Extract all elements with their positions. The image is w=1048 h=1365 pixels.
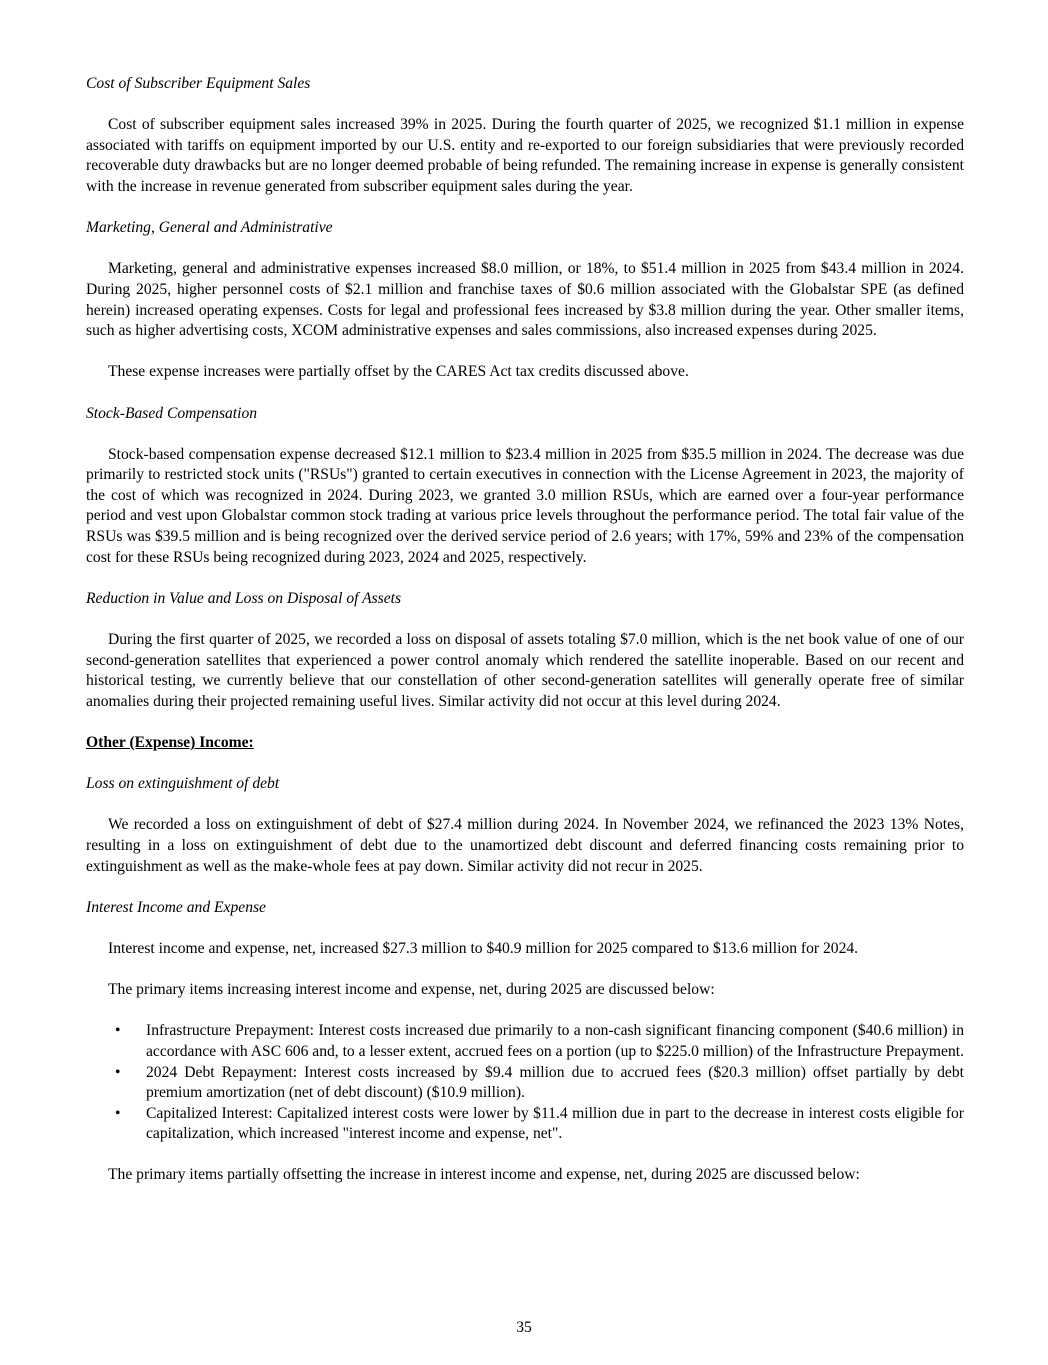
list-item-text: 2024 Debt Repayment: Interest costs increased by $9.4 million due to accrued fees ($20.3 million) offset partially by debt premium amortization (net of debt discount) ($10.9 million). [146, 1063, 964, 1102]
section-heading-interest: Interest Income and Expense [86, 898, 266, 916]
list-item [86, 1063, 964, 1104]
bullet-icon: • [115, 1104, 121, 1122]
paragraph-marketing-1: Marketing, general and administrative expenses increased $8.0 million, or 18%, to $51.4 million in 2025 from $43.4 million in 2024. During 2025, higher personnel costs of $2.1 million and franchise taxes of $0.6 million associated with the Globalstar SPE (as defined herein) increased operating expenses. Costs for legal and professional fees increased by $3.8 million during the year. Other smaller items, such as higher advertising costs, XCOM administrative expenses and sales commissions, also increased expenses during 2025. [86, 260, 964, 340]
section-heading-marketing: Marketing, General and Administrative [86, 219, 333, 237]
paragraph-extinguishment: We recorded a loss on extinguishment of debt of $27.4 million during 2024. In November 2024, we refinanced the 2023 13% Notes, resulting in a loss on extinguishment of debt due to the unamortized debt discount and deferred financing costs remaining prior to extinguishment as well as the make-whole fees at pay down. Similar activity did not recur in 2025. [86, 816, 964, 875]
paragraph-interest-1: Interest income and expense, net, increased $27.3 million to $40.9 million for 2025 compared to $13.6 million for 2024. [108, 939, 859, 957]
list-item-text: Infrastructure Prepayment: Interest costs increased due primarily to a non-cash significant financing component ($40.6 million) in accordance with ASC 606 and, to a lesser extent, accrued fees on a portion (up to $225.0 million) of the Infrastructure Prepayment. [146, 1022, 964, 1060]
paragraph-marketing-2: These expense increases were partially offset by the CARES Act tax credits discussed above. [108, 363, 689, 381]
paragraph-cost-subscriber: Cost of subscriber equipment sales increased 39% in 2025. During the fourth quarter of 2025, we recognized $1.1 million in expense associated with tariffs on equipment imported by our U.S. entity and re-exported to our foreign subsidiaries that were previously recorded recoverable duty drawbacks but are no longer deemed probable of being refunded. The remaining increase in expense is generally consistent with the increase in revenue generated from subscriber equipment sales during the year. [86, 116, 964, 195]
bullet-icon: • [115, 1063, 121, 1081]
document-page [86, 74, 964, 1207]
bullet-icon: • [115, 1022, 121, 1040]
list-item [86, 1021, 964, 1062]
paragraph-interest-2: The primary items increasing interest income and expense, net, during 2025 are discussed below: [108, 981, 715, 999]
paragraph-interest-3: The primary items partially offsetting the increase in interest income and expense, net, during 2025 are discussed below: [108, 1166, 860, 1184]
section-heading-extinguishment: Loss on extinguishment of debt [86, 775, 280, 793]
paragraph-stock-comp: Stock-based compensation expense decreased $12.1 million to $23.4 million in 2025 from $35.5 million in 2024. The decrease was due primarily to restricted stock units ("RSUs") granted to certain executives in connection with the License Agreement in 2023, the majority of the cost of which was recognized in 2024. During 2023, we granted 3.0 million RSUs, which are earned over a four-year performance period and vest upon Globalstar common stock trading at various price levels throughout the performance period. The total fair value of the RSUs was $39.5 million and is being recognized over the derived service period of 2.6 years; with 17%, 59% and 23% of the compensation cost for these RSUs being recognized during 2023, 2024 and 2025, respectively. [86, 445, 964, 566]
list-item-text: Capitalized Interest: Capitalized interest costs were lower by $11.4 million due in part to the decrease in interest costs eligible for capitalization, which increased "interest income and expense, net". [146, 1104, 964, 1143]
section-heading-reduction: Reduction in Value and Loss on Disposal of Assets [86, 589, 402, 607]
section-heading-other-income: Other (Expense) Income: [86, 734, 254, 751]
interest-bullet-list [86, 1021, 964, 1145]
paragraph-reduction: During the first quarter of 2025, we recorded a loss on disposal of assets totaling $7.0 million, which is the net book value of one of our second-generation satellites that experienced a power control anomaly which rendered the satellite inoperable. Based on our recent and historical testing, we currently believe that our constellation of other second-generation satellites will generally operate free of similar anomalies during their projected remaining useful lives. Similar activity did not occur at this level during 2024. [86, 631, 964, 710]
list-item [86, 1104, 964, 1145]
page-number: 35 [516, 1319, 532, 1336]
section-heading-stock-comp: Stock-Based Compensation [86, 404, 258, 422]
section-heading-cost-subscriber: Cost of Subscriber Equipment Sales [86, 75, 311, 92]
